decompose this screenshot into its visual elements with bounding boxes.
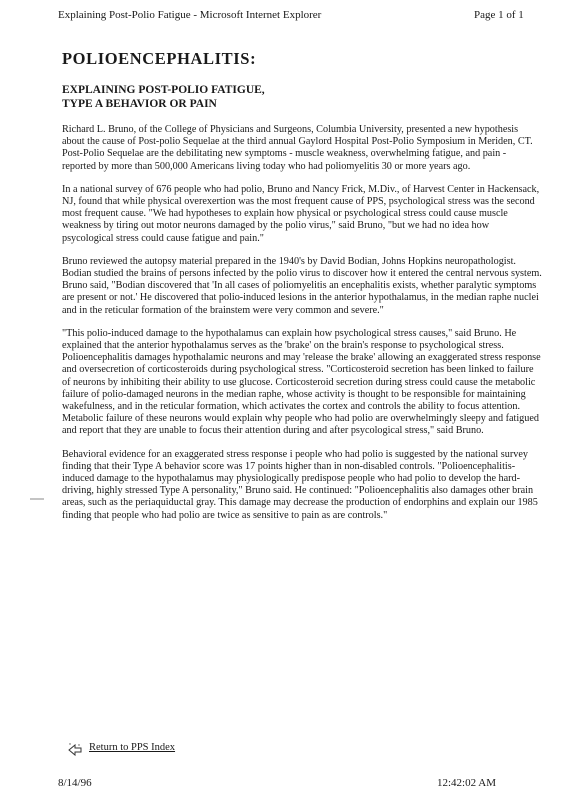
article-title: POLIOENCEPHALITIS:: [62, 49, 257, 68]
paragraph: Bruno reviewed the autopsy material prepared in the 1940's by David Bodian, Johns Hopkins neuropathologist. Bodian studied the brains of persons infected by the polio virus to discover how it entered the central nervous system. Bruno said, "Bodian discovered that 'In all cases of poliomyelitis an encephalitis exists, whether paralytic symptoms are present or not.' He discovered that polio-induced lesions in the anterior hypothalamus, in the median raphe nuclei and in the reticular formation of the brainstem were very common and severe.": [62, 255, 542, 316]
subtitle-line-1: EXPLAINING POST-POLIO FATIGUE,: [62, 84, 265, 96]
paragraph: "This polio-induced damage to the hypothalamus can explain how psychological stress causes," said Bruno. He explained that the anterior hypothalamus serves as the 'brake' on the brain's response to psychological stress. Polioencephalitis damages hypothalamic neurons and may 'release the brake' allowing an exaggerated stress response and oversecretion of corticosteroids during psychological stress. "Corticosteroid secretion has been linked to failure of neurons by inhibiting their ability to use glucose. Corticosteroid secretion during stress could cause the metabolic failure of polio-damaged neurons in the median raphe, whose activity is thought to be responsible for maintaining wakefulness, and in the reticular formation, which activates the cortex and controls the ability to focus attention. Metabolic failure of these neurons would explain why people who had polio are overwhelmingly sleepy and fatigued and report that they are unable to focus their attention during and after psycological stress," said Bruno.: [62, 327, 541, 437]
window-title: Explaining Post-Polio Fatigue - Microsoft Internet Explorer: [58, 9, 322, 21]
subtitle-line-2: TYPE A BEHAVIOR OR PAIN: [62, 98, 217, 110]
paragraph: In a national survey of 676 people who had polio, Bruno and Nancy Frick, M.Div., of Harvest Center in Hackensack, NJ, found that while physical overexertion was the most frequent cause of PPS, psychological stress was the second most frequent cause. "We had hypotheses to explain how physical or psychological stress could cause muscle weakness by tiring out motor neurons damaged by the polio virus," said Bruno, "but we had no idea how psycological stress could cause fatigue and pain.": [62, 183, 540, 244]
back-arrow-icon[interactable]: [66, 742, 84, 758]
paragraph: Richard L. Bruno, of the College of Physicians and Surgeons, Columbia University, presented a new hypothesis about the cause of Post-polio Sequelae at the third annual Gaylord Hospital Post-Polio Symposium in Meriden, CT. Post-Polio Sequelae are the debilitating new symptoms - muscle weakness, overwhelming fatigue, and pain - reported by more than 500,000 Americans living today who had poliomyelitis 30 or more years ago.: [62, 124, 533, 172]
margin-mark: [30, 497, 44, 501]
article-body: [62, 124, 542, 533]
print-time: 12:42:02 AM: [437, 777, 496, 789]
article-subtitle: [62, 83, 382, 111]
paragraph: Behavioral evidence for an exaggerated stress response i people who had polio is suggested by the national survey finding that their Type A behavior score was 17 points higher than in non-disabled controls. "Polioencephalitis-induced damage to the hypothalamus may physiologically predispose people who had polio to develop the hard-driving, highly stressed Type A personality," Bruno said. He continued: "Polioencephalitis also damages other brain areas, such as the periaquiductal gray. This damage may decrease the production of endorphins and explain our 1985 finding that people who had polio are twice as sensitive to pain as are controls.": [62, 448, 538, 521]
page-number: Page 1 of 1: [474, 9, 524, 21]
return-to-pps-index-link[interactable]: Return to PPS Index: [89, 742, 176, 753]
print-date: 8/14/96: [58, 777, 92, 789]
